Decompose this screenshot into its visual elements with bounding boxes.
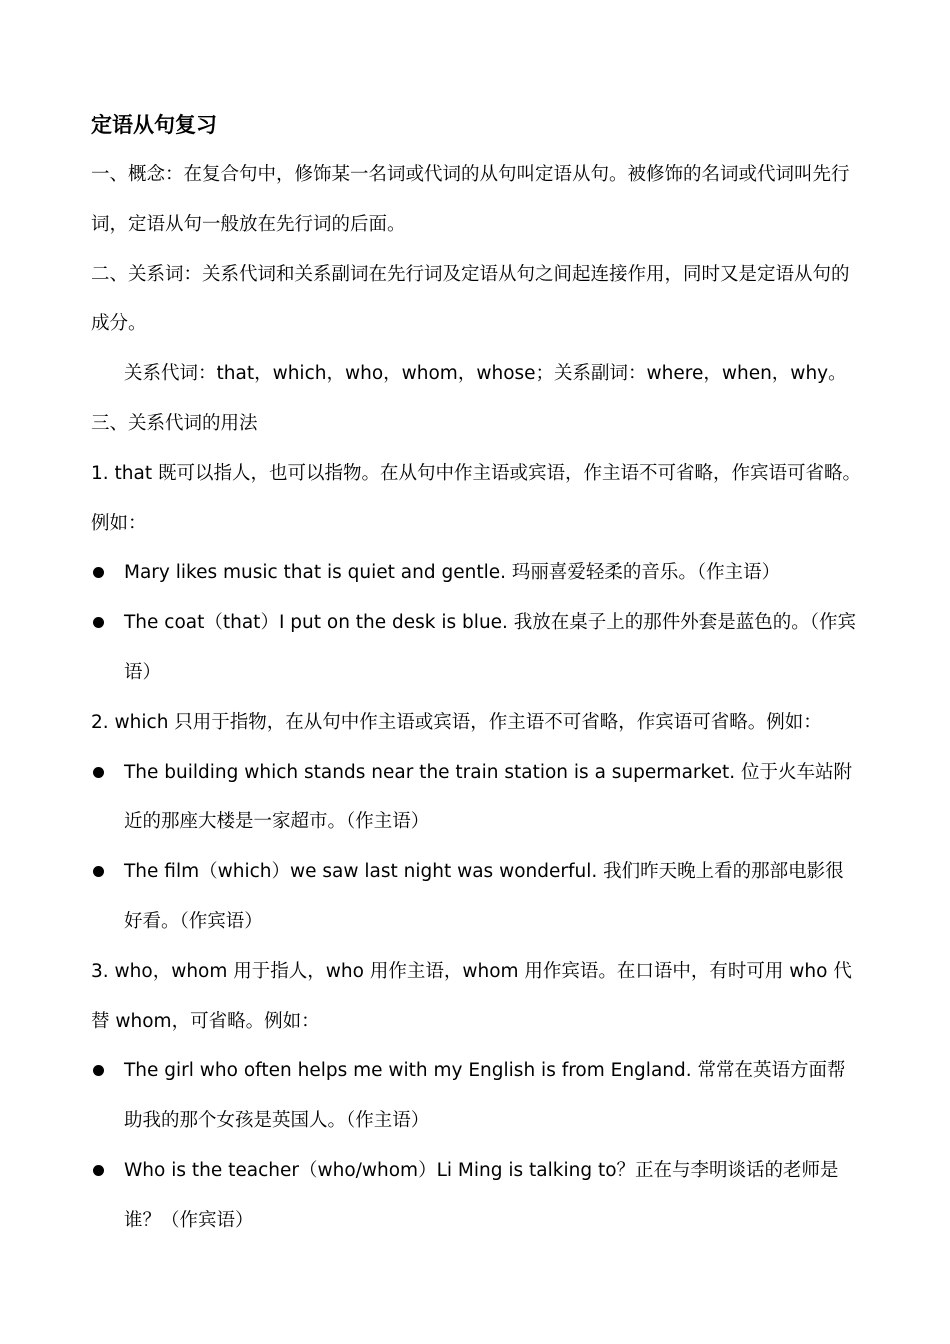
rule-which: 2. which 只用于指物，在从句中作主语或宾语，作主语不可省略，作宾语可省略。例如： bbox=[91, 711, 822, 733]
relative-words-paragraph: 二、关系词：关系代词和关系副词在先行词及定语从句之间起连接作用，同时又是定语从句的成分。 bbox=[91, 263, 850, 335]
bullet-icon bbox=[93, 1065, 104, 1076]
example-sentence: Who is the teacher（who/whom）Li Ming is talking to？正在与李明谈话的老师是谁？（作宾语） bbox=[124, 1159, 839, 1231]
document-body bbox=[91, 150, 861, 1246]
document-title: 定语从句复习 bbox=[91, 113, 217, 137]
relative-words-list: 关系代词：that，which，who，whom，whose；关系副词：where，when，why。 bbox=[124, 363, 847, 385]
rule-who-whom: 3. who，whom 用于指人，who 用作主语，whom 用作宾语。在口语中，有时可用 who 代替 whom，可省略。例如： bbox=[91, 960, 852, 1032]
list-item bbox=[91, 748, 861, 848]
bullet-icon bbox=[93, 1165, 104, 1176]
bullet-icon bbox=[93, 767, 104, 778]
rule-that: 1. that 既可以指人，也可以指物。在从句中作主语或宾语，作主语不可省略，作宾语可省略。例如： bbox=[91, 462, 861, 534]
bullet-icon bbox=[93, 617, 104, 628]
concept-paragraph: 一、概念：在复合句中，修饰某一名词或代词的从句叫定语从句。被修饰的名词或代词叫先行词，定语从句一般放在先行词的后面。 bbox=[91, 164, 850, 235]
list-item bbox=[91, 548, 861, 598]
list-item bbox=[91, 598, 861, 698]
bullet-icon bbox=[93, 567, 104, 578]
example-sentence: Mary likes music that is quiet and gentle. 玛丽喜爱轻柔的音乐。（作主语） bbox=[124, 562, 781, 584]
example-sentence: The girl who often helps me with my English is from England. 常常在英语方面帮助我的那个女孩是英国人。（作主语） bbox=[124, 1060, 846, 1132]
bullet-icon bbox=[93, 866, 104, 877]
list-item bbox=[91, 1146, 861, 1246]
example-sentence: The building which stands near the train station is a supermarket. 位于火车站附近的那座大楼是一家超市。（作主语） bbox=[124, 761, 852, 833]
list-item bbox=[91, 847, 861, 947]
example-sentence: The coat（that）I put on the desk is blue. 我放在桌子上的那件外套是蓝色的。（作宾语） bbox=[124, 612, 857, 683]
section-heading: 三、关系代词的用法 bbox=[91, 412, 258, 434]
list-item bbox=[91, 1046, 861, 1146]
example-sentence: The film（which）we saw last night was wonderful. 我们昨天晚上看的那部电影很好看。（作宾语） bbox=[124, 861, 844, 932]
